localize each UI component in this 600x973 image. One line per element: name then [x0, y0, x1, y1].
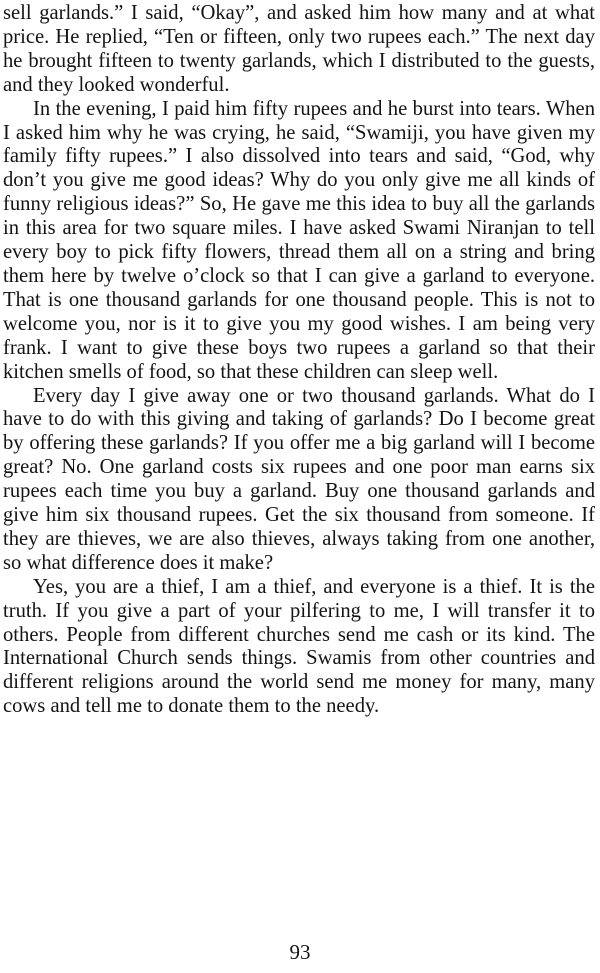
body-text: [3, 2, 595, 719]
paragraph: Yes, you are a thief, I am a thief, and everyone is a thief. It is the truth. If you give a part of your pilfering to me, I will transfer it to others. People from different churches send me cash or its kind. The International Church sends things. Swamis from other countries and different religions around the world send me money for many, many cows and tell me to donate them to the needy.: [3, 575, 595, 718]
paragraph-continued: sell garlands.” I said, “Okay”, and asked him how many and at what price. He replied, “Ten or fifteen, only two rupees each.” The next day he brought fifteen to twenty garlands, which I distributed to the guests, and they looked wonderful.: [3, 2, 595, 96]
page-number: 93: [289, 940, 311, 964]
paragraph: Every day I give away one or two thousand garlands. What do I have to do with this giving and taking of garlands? Do I become great by offering these garlands? If you offer me a big garland will I become great? No. One garland costs six rupees and one poor man earns six rupees each time you buy a garland. Buy one thousand garlands and give him six thousand rupees. Get the six thousand from someone. If they are thieves, we are also thieves, always taking from one another, so what difference does it make?: [3, 384, 595, 574]
paragraph: In the evening, I paid him fifty rupees and he burst into tears. When I asked him why he was crying, he said, “Swamiji, you have given my family fifty rupees.” I also dissolved into tears and said, “God, why don’t you give me good ideas? Why do you only give me all kinds of funny religious ideas?” So, He gave me this idea to buy all the garlands in this area for two square miles. I have asked Swami Niranjan to tell every boy to pick fifty flowers, thread them all on a string and bring them here by twelve o’clock so that I can give a garland to everyone. That is one thousand garlands for one thousand people. This is not to welcome you, nor is it to give you my good wishes. I am being very frank. I want to give these boys two rupees a garland so that their kitchen smells of food, so that these children can sleep well.: [3, 97, 595, 383]
